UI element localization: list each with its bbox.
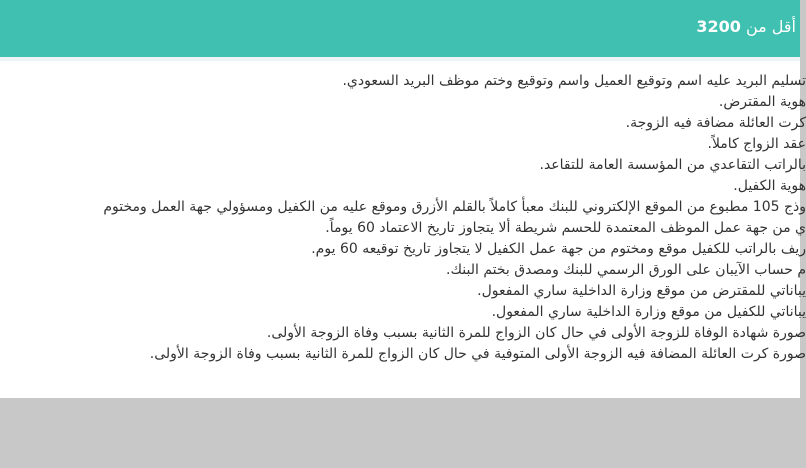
requirement-item: بالراتب التقاعدي من المؤسسة العامة للتقاعد.	[539, 157, 806, 173]
requirement-item: عقد الزواج كاملاً.	[707, 136, 806, 152]
requirement-item: وذج 105 مطبوع من الموقع الإلكتروني للبنك معبأ كاملاً بالقلم الأزرق وموقع عليه من الكفيل ومسؤولي جهة العمل ومختوم	[103, 199, 806, 215]
requirement-item: هوية الكفيل.	[733, 178, 806, 194]
requirement-item: ي من جهة عمل الموظف المعتمدة للحسم شريطة ألا يتجاوز تاريخ الاعتماد 60 يوماً.	[325, 220, 806, 236]
requirement-item: يباناتي للكفيل من موقع وزارة الداخلية ساري المفعول.	[491, 304, 806, 320]
section-title	[696, 15, 796, 39]
requirement-item: يباناتي للمقترض من موقع وزارة الداخلية ساري المفعول.	[477, 283, 806, 299]
section-header	[0, 0, 800, 57]
requirement-item: تسليم البريد عليه اسم وتوقيع العميل واسم وتوقيع وختم موظف البريد السعودي.	[342, 73, 806, 89]
requirement-item: م حساب الآيبان على الورق الرسمي للبنك ومصدق بختم البنك.	[446, 262, 806, 278]
requirement-item: كرت العائلة مضافة فيه الزوجة.	[625, 115, 806, 131]
requirement-item: هوية المقترض.	[718, 94, 806, 110]
requirement-item: صورة كرت العائلة المضافة فيه الزوجة الأولى المتوفية في حال كان الزواج للمرة الثانية بسبب وفاة الزوجة الأولى.	[149, 346, 806, 362]
header-divider	[0, 57, 800, 61]
requirement-item: ريف بالراتب للكفيل موقع ومختوم من جهة عمل الكفيل لا يتجاوز تاريخ توقيعه 60 يوم.	[311, 241, 806, 257]
title-amount: 3200	[696, 17, 741, 36]
title-prefix: أقل من	[745, 17, 796, 36]
requirement-item: صورة شهادة الوفاة للزوجة الأولى في حال كان الزواج للمرة الثانية بسبب وفاة الزوجة الأولى.	[266, 325, 806, 341]
requirements-list	[103, 71, 806, 365]
